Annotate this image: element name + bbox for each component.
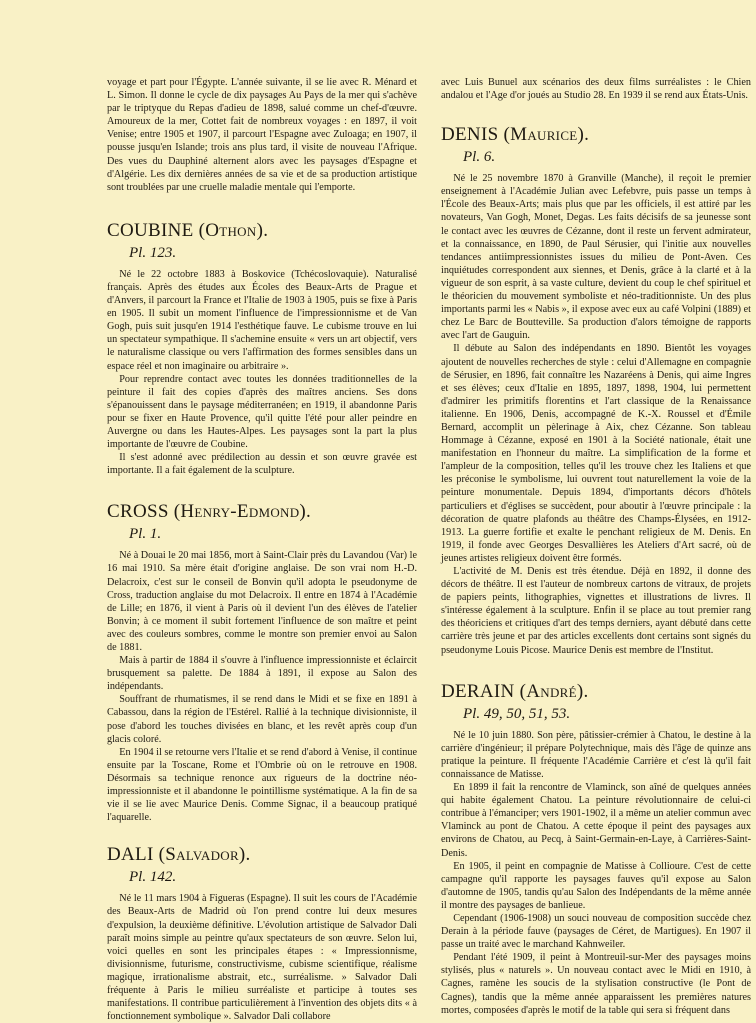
entry-dali: [107, 844, 417, 1023]
plate-reference: Pl. 49, 50, 51, 53.: [463, 705, 571, 722]
entry-heading: DALI (Salvador).: [107, 844, 251, 866]
right-column: [441, 76, 751, 1017]
entry-coubine: [107, 220, 417, 478]
entry-heading: CROSS (Henry-Edmond).: [107, 501, 312, 523]
plate-reference: Pl. 1.: [129, 526, 162, 543]
paragraph: En 1904 il se retourne vers l'Italie et se rend d'abord à Venise, il continue ensuite par la Toscane, Rome et l'Ombrie où on le retrouve en 1908. Désormais sa technique renonce aux rigueurs de la doctrine néo-impressionniste et il abandonne le pointillisme systématique. A la fin de sa vie il se lie avec Maurice Denis. Comme Signac, il a beaucoup pratiqué l'aquarelle.: [107, 746, 417, 824]
paragraph: L'activité de M. Denis est très étendue. Déjà en 1892, il donne des décors de théâtre. Il est l'auteur de nombreux cartons de vitraux, de projets de papiers peints, lithographies, vignettes et illustrations de livres. Il s'intéresse également à la sculpture. Enfin il se place au tout premier rang des théoriciens et critiques d'art des temps derniers, ayant débuté dans cette carrière très jeune et par des articles excellents dont certains sont signés du pseudonyme Louis Picose. Maurice Denis est membre de l'Institut.: [441, 566, 751, 656]
left-column: [107, 76, 417, 1023]
paragraph: Pendant l'été 1909, il peint à Montreuil-sur-Mer des paysages moins stylisés, plus « naturels ». Un nouveau contact avec le Midi en 1910, à Cagnes, ramène les soucis de la stylisation constructive (le Pont de Cagnes), tandis que la même année apparaissent les premières natures mortes, composées d'après le motif de la table qui sera si fréquent dans: [441, 952, 751, 1016]
paragraph: Mais à partir de 1884 il s'ouvre à l'influence impressionniste et éclaircit brusquement sa palette. De 1884 à 1891, il expose au Salon des indépendants.: [107, 655, 417, 693]
plate-reference: Pl. 123.: [129, 244, 177, 261]
paragraph: Né le 22 octobre 1883 à Boskovice (Tchécoslovaquie). Naturalisé français. Après des études aux Écoles des Beaux-Arts de Prague et d'Anvers, il parcourt la France et l'Italie de 1903 à 1905, puis se fixe à Paris en 1905. Il subit un moment l'influence de l'impressionnisme et de Van Gogh, puis suit jusqu'en 1914 l'esthétique fauve. Le cubisme trouve en lui un spectateur sympathique. Il s'achemine ensuite « vers un art objectif, vers le naturalisme classique ou vers l'affirmation des formes sensibles dans un espace réel et non imaginaire ou arbitraire ».: [107, 268, 417, 372]
entry-heading: DENIS (Maurice).: [441, 124, 590, 146]
paragraph: En 1905, il peint en compagnie de Matisse à Collioure. C'est de cette campagne qu'il rapporte les paysages fauves qu'il expose au Salon d'automne de 1905, tandis qu'au Salon des Indépendants de la même année il montre des paysages de banlieue.: [441, 860, 751, 911]
paragraph: En 1899 il fait la rencontre de Vlaminck, son aîné de quelques années qui habite également Chatou. La peinture révolutionnaire de celui-ci contribue à l'émanciper; vers 1901-1902, il a même un atelier commun avec Vlaminck au pont de Chatou. A cette époque il peint des paysages aux environs de Chatou, au Pecq, à Saint-Germain-en-Laye, à Carrières-Saint-Denis.: [441, 782, 751, 859]
entry-derain: [441, 681, 751, 1017]
entry-heading: DERAIN (André).: [441, 680, 589, 702]
paragraph: Né à Douai le 20 mai 1856, mort à Saint-Clair près du Lavandou (Var) le 16 mai 1910. Sa mère était d'origine anglaise. De son vrai nom H.-D. Delacroix, c'est sur le conseil de Bonvin qu'il adopta le pseudonyme de Cross, traduction anglaise du mot Delacroix. Il entre en 1874 à l'Académie de Lille; en 1876, il vient à Paris où il devient l'un des élèves de l'atelier Bonvin; à ce moment il subit fortement l'influence de son maître et peint avec des couleurs sombres, comme le montre son premier envoi au Salon de 1881.: [107, 550, 417, 653]
paragraph: Pour reprendre contact avec toutes les données traditionnelles de la peinture il fait des copies d'après des maîtres anciens. Ses dons s'épanouissent dans le paysage méditerranéen; en 1919, il abandonne Paris pour se fixer en Haute Provence, qu'il quitte l'été pour aller peindre en Auvergne ou dans les Hautes-Alpes. Les paysages sont la part la plus importante de l'œuvre de Coubine.: [107, 373, 417, 451]
cottet-continuation: voyage et part pour l'Égypte. L'année suivante, il se lie avec R. Ménard et L. Simon. Il donne le cycle de dix paysages Au Pays de la mer qui s'achève par le triptyque du Repas d'adieu de 1898, salué comme un chef-d'œuvre. Amoureux de la mer, Cottet fait de nombreux voyages : en 1897, il voit Venise; entre 1905 et 1907, il parcourt l'Espagne avec Zuloaga; en 1907, il pousse jusqu'en Islande; trois ans plus tard, il visite de nouveau l'Afrique. Des vues du Dauphiné alternent alors avec les paysages d'Espagne et d'Algérie. Les dix dernières années de sa vie et de sa production artistique sont troublées par une cruelle maladie mentale qui l'emporte.: [107, 77, 417, 193]
entry-denis: [441, 124, 751, 656]
entry-cross: [107, 501, 417, 824]
paragraph: Il s'est adonné avec prédilection au dessin et son œuvre gravée est importante. Il a fait également de la sculpture.: [107, 452, 417, 477]
paragraph: Il débute au Salon des indépendants en 1890. Bientôt les voyages ajoutent de nouvelles recherches de style : celui d'Allemagne en compagnie de Sérusier, en 1896, fait connaître les Nazaréens à Denis, qui aime Ingres et ses élèves; ceux d'Italie en 1895, 1897, 1898, 1904, lui permettent d'admirer les primitifs florentins et l'art classique de la Renaissance italienne. En 1906, Denis, accompagné de K.-X. Roussel et d'Émile Bernard, accomplit un pèlerinage à Aix, chez Cézanne. Son tableau Hommage à Cézanne, exposé en 1901 à la Société nationale, était une manifestation en l'honneur du maître. La simplification de la forme et l'ampleur de la composition, telles qu'il les trouve chez les Italiens et que les préconise le symbolisme, lui ouvrent tout naturellement la voie de la peinture monumentale. Depuis 1894, d'importants décors d'hôtels particuliers et d'églises se succèdent, pour aboutir à l'œuvre principale : la décoration de quatre plafonds au théâtre des Champs-Élysées, en 1912-1913. La guerre fortifie et exalte le penchant religieux de M. Denis. En 1919, il fonde avec Georges Desvallières les Ateliers d'Art sacré, où de jeunes artistes religieux doivent être formés.: [441, 343, 751, 564]
paragraph: Cependant (1906-1908) un souci nouveau de composition succède chez Derain à la période fauve (paysages de Céret, de Martigues). En 1907 il passe un traité avec le marchand Kahnweiler.: [441, 912, 751, 951]
paragraph: Né le 10 juin 1880. Son père, pâtissier-crémier à Chatou, le destine à la carrière d'ingénieur; il prépare Polytechnique, mais dès l'âge de quinze ans pratique la peinture. Il fréquente l'Académie Carrière et c'est là qu'il fait connaissance de Matisse.: [441, 729, 751, 780]
paragraph: Né le 25 novembre 1870 à Granville (Manche), il reçoit le premier enseignement à l'Académie Julian avec Lefebvre, puis passe un temps à l'École des Beaux-Arts; mais plus que par les officiels, il est attiré par les novateurs, Van Gogh, Monet, Degas. Les faits décisifs de sa jeunesse sont le contact avec les œuvres de Cézanne, dont il reste un fervent admirateur, et la connaissance, en 1890, de Paul Sérusier, qui l'initie aux nouvelles tendances antiimpressionnistes issues du milieu de Pont-Aven. Ces inquiétudes correspondent aux siennes, et Denis, grâce à la clarté et à la vigueur de son esprit, à sa vaste culture, devient du coup le chef spirituel et le théoricien du mouvement symboliste et néo-traditionniste. Un des plus importants parmi les « Nabis », il expose avec eux au café Volpini (1889) et chez Le Barc de Boutteville. Sa production d'alors témoigne de rapports avec l'art de Gauguin.: [441, 173, 751, 342]
paragraph: Né le 11 mars 1904 à Figueras (Espagne). Il suit les cours de l'Académie des Beaux-Arts de Madrid où l'on prend contre lui deux mesures d'expulsion, la deuxième définitive. L'évolution artistique de Salvador Dali paraît moins simple au peintre qu'aux spectateurs de son œuvre. Selon lui, voici quelles en sont les principales étapes : « Impressionnisme, divisionnisme, futurisme, constructivisme, cubisme scientifique, réalisme magique, irrationalisme abstrait, etc., surréalisme. » Salvador Dali fréquente à Paris le milieu surréaliste et participe à toutes ses manifestations. Il contribue particulièrement à l'invention des objets dits « à fonctionnement symbolique ». Salvador Dali collabore: [107, 893, 417, 1023]
entry-heading: COUBINE (Othon).: [107, 219, 269, 241]
paragraph: Souffrant de rhumatismes, il se rend dans le Midi et se fixe en 1891 à Cabassou, dans la région de l'Estérel. Rallié à la technique divisionniste, il pose d'abord les touches divisées en blanc, et les revêt après coup d'un glacis coloré.: [107, 694, 417, 745]
dali-continuation: avec Luis Bunuel aux scénarios des deux films surréalistes : le Chien andalou et l'Age d'or joués au Studio 28. En 1939 il se rend aux États-Unis.: [441, 77, 751, 102]
plate-reference: Pl. 6.: [463, 149, 496, 166]
plate-reference: Pl. 142.: [129, 869, 177, 886]
